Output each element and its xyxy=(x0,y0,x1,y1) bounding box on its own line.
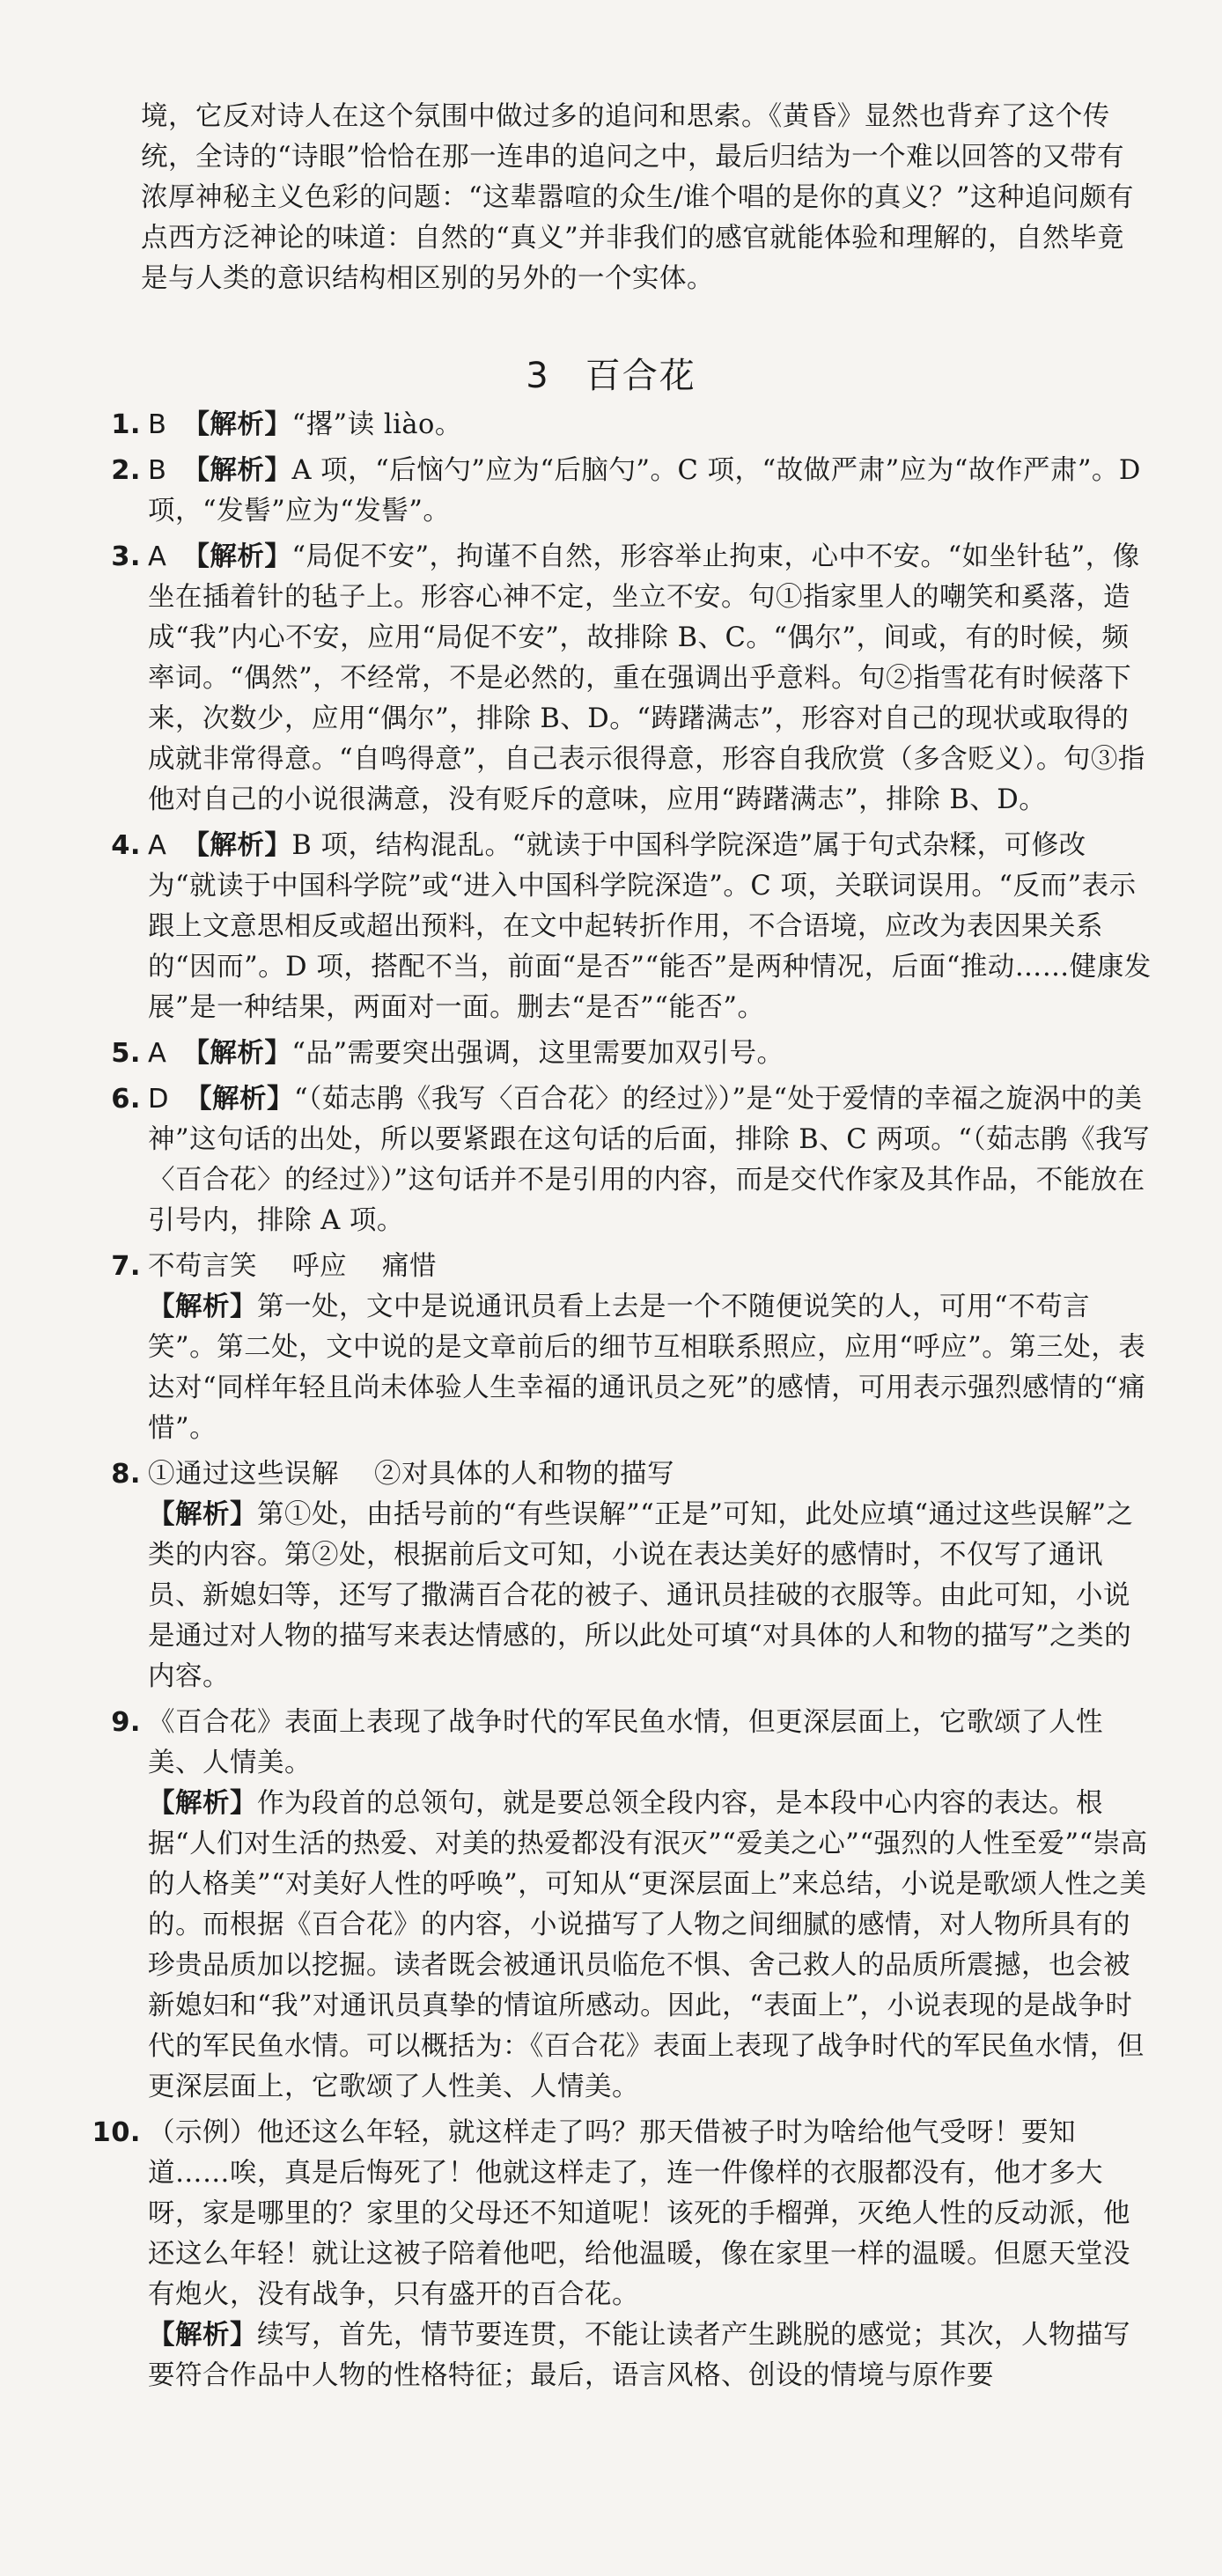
section-number: 3 xyxy=(526,356,550,396)
answer-item-10 xyxy=(88,2113,1152,2396)
item-answer: B xyxy=(148,409,167,440)
item-number: 9. xyxy=(111,1707,141,1738)
jiexi-label: 【解析】 xyxy=(182,1038,292,1069)
item-number: 10. xyxy=(92,2117,141,2148)
jiexi-label: 【解析】 xyxy=(148,2320,257,2351)
item-explanation: “局促不安”，拘谨不自然，形容举止拘束，心中不安。“如坐针毡”，像坐在插着针的毡子上。形容心神不定，坐立不安。句①指家里人的嘲笑和奚落，造成“我”内心不安，应用“局促不安”，故排除 B、C。“偶尔”，间或，有的时候，频率词。“偶然”，不经常，不是必然的，重在强调出乎意料。句②指雪花有时候落下来，次数少，应用“偶尔”，排除 B、D。“踌躇满志”，形容对自己的现状或取得的成就非常得意。“自鸣得意”，自己表示很得意，形容自我欣赏（多含贬义）。句③指他对自己的小说很满意，没有贬斥的意味，应用“踌躇满志”，排除 B、D。 xyxy=(148,541,1145,815)
item-number: 7. xyxy=(111,1251,141,1282)
item-number: 4. xyxy=(111,830,141,861)
intro-paragraph xyxy=(141,97,1152,299)
item-answer: 不苟言笑 xyxy=(148,1251,257,1282)
item-number: 6. xyxy=(111,1084,141,1115)
item-explanation: 续写，首先，情节要连贯，不能让读者产生跳脱的感觉；其次，人物描写要符合作品中人物的性格特征；最后，语言风格、创设的情境与原作要 xyxy=(148,2320,1130,2391)
item-answer: ①通过这些误解 xyxy=(148,1459,339,1490)
answer-item-6 xyxy=(88,1079,1152,1241)
item-number: 5. xyxy=(111,1038,141,1069)
item-explanation: A 项，“后恼勺”应为“后脑勺”。C 项，“故做严肃”应为“故作严肃”。D 项，“发髻”应为“发髻”。 xyxy=(148,455,1141,526)
item-explanation: “品”需要突出强调，这里需要加双引号。 xyxy=(291,1038,784,1069)
answer-item-3 xyxy=(88,537,1152,821)
answer-item-4 xyxy=(88,826,1152,1028)
answer-item-7 xyxy=(88,1247,1152,1449)
item-explanation: 作为段首的总领句，就是要总领全段内容，是本段中心内容的表达。根据“人们对生活的热爱、对美的热爱都没有泯灭”“爱美之心”“强烈的人性至爱”“崇高的人格美”“对美好人性的呼唤”，可知从“更深层面上”来总结，小说是歌颂人性之美的。而根据《百合花》的内容，小说描写了人物之间细腻的感情，对人物所具有的珍贵品质加以挖掘。读者既会被通讯员临危不惧、舍己救人的品质所震撼，也会被新媳妇和“我”对通讯员真挚的情谊所感动。因此，“表面上”，小说表现的是战争时代的军民鱼水情。可以概括为：《百合花》表面上表现了战争时代的军民鱼水情，但更深层面上，它歌颂了人性美、人情美。 xyxy=(148,1788,1148,2102)
answer-item-2 xyxy=(88,451,1152,532)
intro-text: 境，它反对诗人在这个氛围中做过多的追问和思索。《黄昏》显然也背弃了这个传统，全诗的“诗眼”恰恰在那一连串的追问之中，最后归结为一个难以回答的又带有浓厚神秘主义色彩的问题：“这辈嚣喧的众生/谁个唱的是你的真义？”这种追问颇有点西方泛神论的味道：自然的“真义”并非我们的感官就能体验和理解的，自然毕竟是与人类的意识结构相区别的另外的一个实体。 xyxy=(141,101,1134,294)
jiexi-label: 【解析】 xyxy=(182,541,292,572)
answer-item-5 xyxy=(88,1034,1152,1074)
item-answer: ②对具体的人和物的描写 xyxy=(374,1459,674,1490)
section-title: 百合花 xyxy=(585,356,696,396)
jiexi-label: 【解析】 xyxy=(148,1788,257,1819)
item-number: 1. xyxy=(111,409,141,440)
item-answer: B xyxy=(148,455,167,486)
section-heading xyxy=(0,348,1222,398)
item-explanation: “撂”读 liào。 xyxy=(291,409,462,440)
item-number: 2. xyxy=(111,455,141,486)
jiexi-label: 【解析】 xyxy=(148,1292,257,1322)
jiexi-label: 【解析】 xyxy=(182,455,292,486)
item-answer: A xyxy=(148,541,167,572)
item-answer: 痛惜 xyxy=(382,1251,437,1282)
item-answer: A xyxy=(148,830,167,861)
answer-item-8 xyxy=(88,1454,1152,1697)
item-answer: （示例）他还这么年轻，就这样走了吗？那天借被子时为啥给他气受呀！要知道……唉，真是后悔死了！他就这样走了，连一件像样的衣服都没有，他才多大呀，家是哪里的？家里的父母还不知道呢！该死的手榴弹，灭绝人性的反动派，他还这么年轻！就让这被子陪着他吧，给他温暖，像在家里一样的温暖。但愿天堂没有炮火，没有战争，只有盛开的百合花。 xyxy=(148,2117,1130,2310)
jiexi-label: 【解析】 xyxy=(182,409,292,440)
item-number: 3. xyxy=(111,541,141,572)
item-answer: D xyxy=(148,1084,169,1115)
answer-item-9 xyxy=(88,1703,1152,2108)
item-explanation: B 项，结构混乱。“就读于中国科学院深造”属于句式杂糅，可修改为“就读于中国科学院”或“进入中国科学院深造”。C 项，关联词误用。“反而”表示跟上文意思相反或超出预料，在文中起转折作用，不合语境，应改为表因果关系的“因而”。D 项，搭配不当，前面“是否”“能否”是两种情况，后面“推动……健康发展”是一种结果，两面对一面。删去“是否”“能否”。 xyxy=(148,830,1152,1023)
item-answer: A xyxy=(148,1038,167,1069)
answer-item-1 xyxy=(88,405,1152,445)
jiexi-label: 【解析】 xyxy=(185,1084,294,1115)
jiexi-label: 【解析】 xyxy=(148,1499,257,1530)
item-answer: 呼应 xyxy=(292,1251,347,1282)
answer-list xyxy=(88,405,1152,2402)
item-explanation: 第一处，文中是说通讯员看上去是一个不随便说笑的人，可用“不苟言笑”。第二处，文中说的是文章前后的细节互相联系照应，应用“呼应”。第三处，表达对“同样年轻且尚未体验人生幸福的通讯员之死”的感情，可用表示强烈感情的“痛惜”。 xyxy=(148,1292,1146,1444)
item-explanation: 第①处，由括号前的“有些误解”“正是”可知，此处应填“通过这些误解”之类的内容。第②处，根据前后文可知，小说在表达美好的感情时，不仅写了通讯员、新媳妇等，还写了撒满百合花的被子、通讯员挂破的衣服等。由此可知，小说是通过对人物的描写来表达情感的，所以此处可填“对具体的人和物的描写”之类的内容。 xyxy=(148,1499,1134,1692)
item-answer: 《百合花》表面上表现了战争时代的军民鱼水情，但更深层面上，它歌颂了人性美、人情美。 xyxy=(148,1707,1103,1778)
item-number: 8. xyxy=(111,1459,141,1490)
item-explanation: “（茹志鹃《我写〈百合花〉的经过》）”是“处于爱情的幸福之旋涡中的美神”这句话的出处，所以要紧跟在这句话的后面，排除 B、C 两项。“（茹志鹃《我写〈百合花〉的经过》）”这句话并不是引用的内容，而是交代作家及其作品，不能放在引号内，排除 A 项。 xyxy=(148,1084,1151,1236)
jiexi-label: 【解析】 xyxy=(182,830,292,861)
